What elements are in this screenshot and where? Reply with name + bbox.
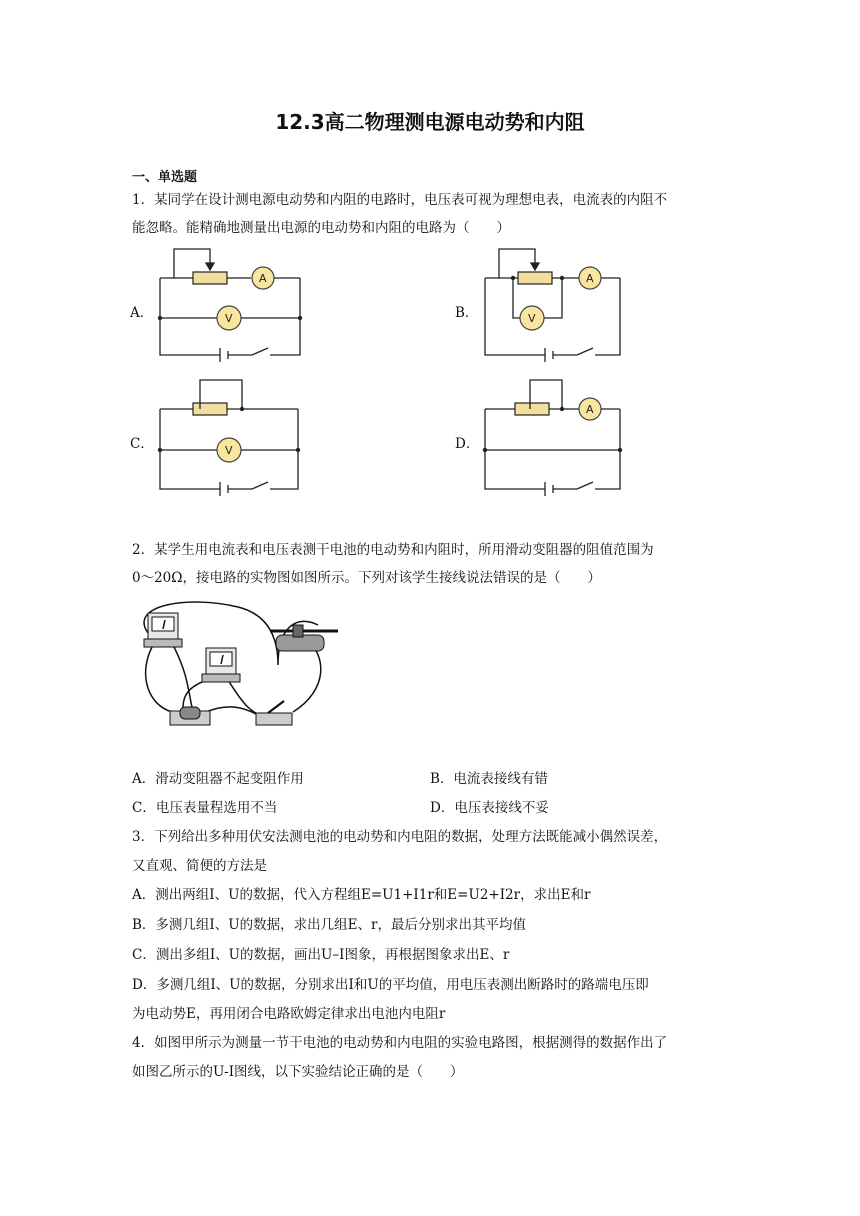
q2-text-line2: 0～20Ω，接电路的实物图如图所示。下列对该学生接线说法错误的是（ ）	[132, 570, 601, 586]
q3-option-c: C．测出多组I、U的数据，画出U–I图象，再根据图象求出E、r	[132, 947, 510, 963]
circuit-diagram-c	[155, 376, 305, 491]
q1-label-a: A．	[130, 305, 154, 321]
q1-text-line2: 能忽略。能精确地测量出电源的电动势和内阻的电路为（ ）	[132, 220, 510, 236]
q4-text-line2: 如图乙所示的U-I图线，以下实验结论正确的是（ ）	[132, 1064, 464, 1080]
ammeter-label-a: A	[259, 272, 267, 285]
circuit-diagram-b	[480, 245, 630, 360]
q1-label-c: C．	[130, 436, 154, 452]
voltmeter-label-c: V	[225, 444, 233, 457]
voltmeter-label-b: V	[528, 312, 536, 325]
q3-option-b: B．多测几组I、U的数据，求出几组E、r，最后分别求出其平均值	[132, 917, 526, 933]
q1-label-b: B．	[455, 305, 479, 321]
q3-text-line1: 3．下列给出多种用伏安法测电池的电动势和内电阻的数据，处理方法既能减小偶然误差，	[132, 829, 668, 845]
apparatus-photo	[128, 595, 348, 740]
circuit-diagram-a	[155, 245, 305, 360]
circuit-diagram-d	[480, 376, 630, 491]
q2-option-c: C．电压表量程选用不当	[132, 800, 278, 816]
q3-option-d-line2: 为电动势E，再用闭合电路欧姆定律求出电池内电阻r	[132, 1006, 446, 1022]
q4-text-line1: 4．如图甲所示为测量一节干电池的电动势和内电阻的实验电路图，根据测得的数据作出了	[132, 1035, 668, 1051]
section-heading: 一、单选题	[132, 170, 198, 185]
ammeter-label-d: A	[586, 403, 594, 416]
q2-option-a: A．滑动变阻器不起变阻作用	[132, 771, 304, 787]
q2-option-b: B．电流表接线有错	[430, 771, 548, 787]
q3-option-a: A．测出两组I、U的数据，代入方程组E=U1+I1r和E=U2+I2r，求出E和r	[132, 887, 591, 903]
q3-text-line2: 又直观、简便的方法是	[132, 858, 267, 874]
ammeter-label-b: A	[586, 272, 594, 285]
q1-label-d: D．	[455, 436, 480, 452]
q1-text-line1: 1．某同学在设计测电源电动势和内阻的电路时，电压表可视为理想电表，电流表的内阻不	[132, 192, 668, 208]
q2-text-line1: 2．某学生用电流表和电压表测干电池的电动势和内阻时，所用滑动变阻器的阻值范围为	[132, 542, 654, 558]
page-title: 12.3高二物理测电源电动势和内阻	[275, 110, 585, 134]
q3-option-d-line1: D．多测几组I、U的数据，分别求出I和U的平均值，用电压表测出断路时的路端电压即	[132, 977, 649, 993]
q2-option-d: D．电压表接线不妥	[430, 800, 549, 816]
voltmeter-label-a: V	[225, 312, 233, 325]
